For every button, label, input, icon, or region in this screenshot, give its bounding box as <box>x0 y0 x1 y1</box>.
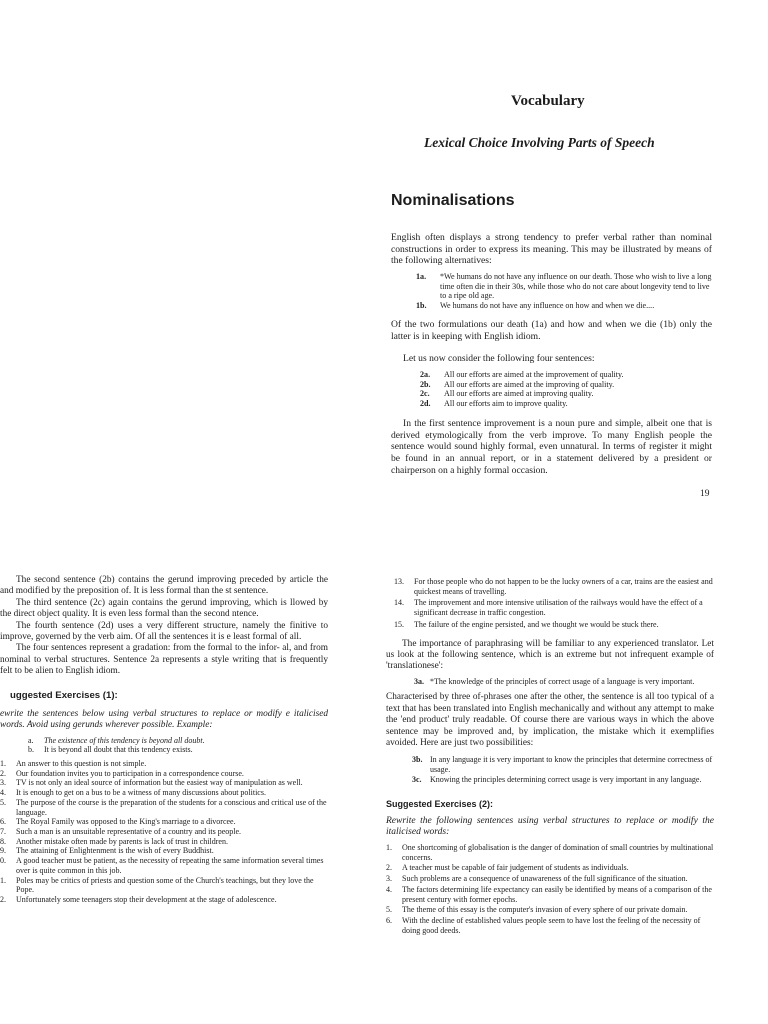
item-number: 15. <box>394 619 404 629</box>
list-item <box>0 769 328 779</box>
left-paragraph-1: The second sentence (2b) contains the gerund improving preceded by article the and modified by the preposition of. It is less formal than the st sentence. <box>0 575 328 597</box>
item-number: 4. <box>0 788 6 798</box>
example-2-list <box>420 370 710 408</box>
example-text: We humans do not have any influence on how and when we die.... <box>440 300 655 310</box>
list-item <box>0 846 328 856</box>
left-paragraph-3: The fourth sentence (2d) uses a very different structure, namely the finitive to improve, governed by the verb aim. Of all the sentences it is e least formal of all. <box>0 620 328 643</box>
chapter-subtitle: Lexical Choice Involving Parts of Speech <box>424 135 655 150</box>
item-text: Poles may be critics of priests and question some of the Church's teachings, but they love the Pope. <box>16 875 314 895</box>
list-item <box>394 598 714 617</box>
exercise-heading-1: uggested Exercises (1): <box>10 689 118 701</box>
item-text: The factors determining life expectancy can easily be identified by means of a comparison of the present century with former epochs. <box>402 884 712 904</box>
chapter-title: Vocabulary <box>511 93 585 109</box>
example-2c <box>420 389 710 399</box>
paragraph-two: Of the two formulations our death (1a) and how and when we die (1b) only the latter is in keeping with English idiom. <box>391 319 712 342</box>
item-number: 2. <box>0 894 6 904</box>
item-number: 0. <box>0 856 6 866</box>
item-text: It is enough to get on a bus to be a witness of many discussions about politics. <box>16 788 266 798</box>
list-item <box>0 827 328 837</box>
item-text: For those people who do not happen to be the lucky owners of a car, trains are the easiest and quickest means of travelling. <box>414 577 713 596</box>
left-paragraph-2: The third sentence (2c) again contains the gerund improving, which is llowed by the direct object quality. It is even less formal than the second ntence. <box>0 597 328 620</box>
example-letter: b. <box>28 745 34 755</box>
item-text: One shortcoming of globalisation is the danger of domination of small countries by multinational concerns. <box>402 842 714 862</box>
example-2a <box>420 370 710 380</box>
list-item <box>386 843 714 862</box>
list-item <box>0 895 328 905</box>
item-text: A good teacher must be patient, as the necessity of repeating the same information several times over is quite common in this job. <box>16 856 324 875</box>
item-text: Such problems are a consequence of unawareness of the full significance of the situation. <box>402 874 688 884</box>
left-paragraph-4: The four sentences represent a gradation: from the formal to the infor- al, and from nominal to verbal structures. Sentence 2a represents a style writing that is frequently felt to be alien to English idiom. <box>0 643 328 677</box>
example-1-list <box>416 272 712 310</box>
list-item <box>0 817 328 827</box>
example-text: It is beyond all doubt that this tendency exists. <box>44 745 193 755</box>
item-number: 9. <box>0 846 6 856</box>
exercise-list-continued <box>394 577 714 630</box>
item-text: An answer to this question is not simple. <box>16 759 147 769</box>
example-text: All our efforts aim to improve quality. <box>444 398 568 408</box>
list-item <box>394 577 714 596</box>
item-number: 3. <box>0 778 6 788</box>
item-text: The attaining of Enlightenment is the wish of every Buddhist. <box>16 846 214 856</box>
item-number: 8. <box>0 836 6 846</box>
item-text: Another mistake often made by parents is lack of trust in children. <box>16 836 228 846</box>
item-number: 2. <box>0 768 6 778</box>
list-item <box>386 916 714 935</box>
item-number: 5. <box>386 905 392 915</box>
example-text: In any language it is very important to know the principles that determine correctness of usage. <box>430 755 713 775</box>
example-number: 3c. <box>412 774 422 784</box>
list-item <box>0 788 328 798</box>
item-number: 2. <box>386 863 392 873</box>
list-item <box>0 856 328 875</box>
item-text: The failure of the engine persisted, and we thought we would be stuck there. <box>414 619 659 629</box>
item-text: Unfortunately some teenagers stop their development at the stage of adolescence. <box>16 894 277 904</box>
worked-example <box>28 736 328 755</box>
bottom-right-column <box>386 577 714 935</box>
intro-paragraph: English often displays a strong tendency to prefer verbal rather than nominal constructions in order to express its meaning. This may be illustrated by means of the following alternatives: <box>391 232 712 267</box>
section-title: Nominalisations <box>391 192 515 209</box>
example-row <box>414 677 714 687</box>
page-number: 19 <box>700 489 710 499</box>
item-text: The Royal Family was opposed to the King's marriage to a divorcee. <box>16 817 236 827</box>
example-b <box>28 745 328 755</box>
right-paragraph-1: The importance of paraphrasing will be familiar to any experienced translator. Let us look at the following sentence, which is an extreme but not infrequent example of 'translationese': <box>386 638 714 672</box>
item-number: 6. <box>0 817 6 827</box>
exercise-heading-2: Suggested Exercises (2): <box>386 798 494 809</box>
item-number: 7. <box>0 826 6 836</box>
item-number: 13. <box>394 577 404 586</box>
example-number: 2d. <box>420 398 431 408</box>
list-item <box>394 620 714 630</box>
example-2d <box>420 399 710 409</box>
item-text: Our foundation invites you to participation in a correspondence course. <box>16 768 244 778</box>
example-number: 2c. <box>420 389 430 399</box>
item-number: 1. <box>0 759 6 769</box>
example-1a <box>416 272 712 301</box>
item-text: The theme of this essay is the computer's invasion of every sphere of our private domain. <box>402 905 688 915</box>
list-item <box>0 759 328 769</box>
example-text: *The knowledge of the principles of correct usage of a language is very important. <box>430 676 695 686</box>
example-3c <box>412 775 714 785</box>
exercise-list-1 <box>0 759 328 905</box>
example-text: All our efforts are aimed at improving quality. <box>444 389 594 399</box>
item-text: The purpose of the course is the preparation of the students for a conscious and critical use of the language. <box>16 797 327 817</box>
item-text: A teacher must be capable of fair judgement of students as individuals. <box>402 863 629 873</box>
list-item <box>0 837 328 847</box>
example-number: 1b. <box>416 300 427 310</box>
example-letter: a. <box>28 735 34 745</box>
item-number: 4. <box>386 884 392 894</box>
example-number: 3a. <box>414 676 424 686</box>
example-text: All our efforts are aimed at the improvement of quality. <box>444 370 624 379</box>
item-number: 14. <box>394 598 404 608</box>
exercise-instruction-2: Rewrite the following sentences using verbal structures to replace or modify the italicised words: <box>386 815 714 837</box>
list-item <box>386 905 714 915</box>
item-text: TV is not only an ideal source of information but the easiest way of manipulation as well. <box>16 778 303 788</box>
example-3-list <box>412 755 714 784</box>
list-item <box>0 798 328 817</box>
example-3a <box>414 677 714 687</box>
list-item <box>386 874 714 884</box>
example-text: Knowing the principles determining correct usage is very important in any language. <box>430 774 702 784</box>
example-text: *We humans do not have any influence on our death. Those who wish to live a long time often die in their 30s, while those who do not care about longevity tend to live to a ripe old age. <box>440 272 712 301</box>
example-1b <box>416 301 712 311</box>
paragraph-three: Let us now consider the following four sentences: <box>403 353 595 364</box>
example-a <box>28 736 328 746</box>
example-text: The existence of this tendency is beyond all doubt. <box>44 735 205 745</box>
item-number: 1. <box>386 842 392 852</box>
example-number: 2a. <box>420 370 431 379</box>
exercise-instruction-1: ewrite the sentences below using verbal structures to replace or modify e italicised words. Avoid using gerunds wherever possible. Example: <box>0 708 328 730</box>
example-number: 2b. <box>420 379 431 389</box>
example-number: 3b. <box>412 755 423 765</box>
example-text: All our efforts are aimed at the improving of quality. <box>444 379 615 389</box>
list-item <box>0 876 328 895</box>
example-2b <box>420 380 710 390</box>
right-paragraph-2: Characterised by three of-phrases one after the other, the sentence is all too typical of a text that has been translated into English mechanically and without any attempt to make the 'end product' truly readable. Of course there are various ways in which the above sentence may be improved and, by implication, the mistake which it exemplifies avoided. Here are just two possibilities: <box>386 692 714 749</box>
item-text: With the decline of established values people seem to have lost the feeling of the necessity of doing good deeds. <box>402 915 701 935</box>
paragraph-four: In the first sentence improvement is a noun pure and simple, albeit one that is derived etymologically from the verb improve. To many English people the sentence would sound highly formal, even unnatural. In terms of register it might be found in an annual report, or in a statement delivered by a president or chairperson on a highly formal occasion. <box>391 418 712 476</box>
item-number: 6. <box>386 915 392 925</box>
list-item <box>0 778 328 788</box>
list-item <box>386 885 714 904</box>
list-item <box>386 863 714 873</box>
item-number: 1. <box>0 875 6 885</box>
item-number: 3. <box>386 874 392 884</box>
item-number: 5. <box>0 797 6 807</box>
exercise-list-2 <box>386 843 714 935</box>
example-3b <box>412 755 714 774</box>
example-number: 1a. <box>416 272 427 281</box>
item-text: Such a man is an unsuitable representative of a country and its people. <box>16 826 242 836</box>
item-text: The improvement and more intensive utilisation of the railways would have the effect of a significant decrease in traffic congestion. <box>414 598 703 618</box>
bottom-left-column <box>0 575 328 905</box>
